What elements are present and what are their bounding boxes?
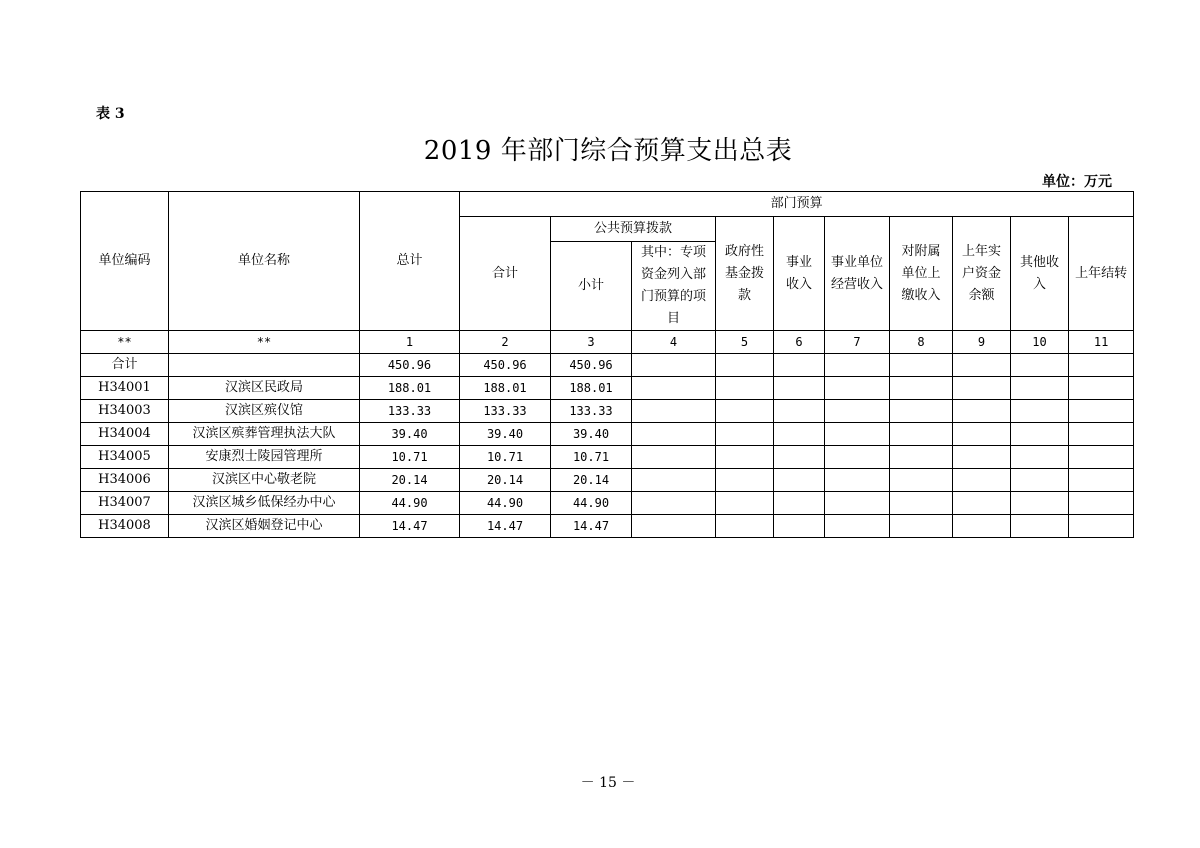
empty-cell (716, 469, 774, 492)
empty-cell (825, 492, 890, 515)
empty-cell (632, 492, 716, 515)
table-row (81, 515, 1134, 538)
header-public-subtotal: 小计 (551, 242, 632, 331)
empty-cell (1011, 423, 1069, 446)
empty-cell (1011, 354, 1069, 377)
empty-cell (890, 492, 953, 515)
header-public-budget: 公共预算拨款 (551, 217, 716, 242)
empty-cell (953, 515, 1011, 538)
cell-unit-code: H34001 (81, 377, 169, 400)
header-subtotal-all: 合计 (460, 217, 551, 331)
cell-unit-name: 安康烈士陵园管理所 (169, 446, 360, 469)
table-label: 表 3 (96, 106, 125, 122)
empty-cell (632, 400, 716, 423)
empty-cell (890, 515, 953, 538)
empty-cell (953, 423, 1011, 446)
empty-cell (825, 515, 890, 538)
empty-cell (890, 400, 953, 423)
cell-subtotal: 133.33 (460, 400, 551, 423)
cell-total: 450.96 (360, 354, 460, 377)
header-carryover: 上年结转 (1069, 217, 1134, 331)
cell-public-subtotal: 10.71 (551, 446, 632, 469)
empty-cell (774, 446, 825, 469)
empty-cell (1069, 354, 1134, 377)
empty-cell (825, 446, 890, 469)
header-dept-budget: 部门预算 (460, 192, 1134, 217)
empty-cell (632, 469, 716, 492)
empty-cell (1011, 377, 1069, 400)
empty-cell (1069, 469, 1134, 492)
table-row (81, 354, 1134, 377)
cell-unit-name: 汉滨区殡仪馆 (169, 400, 360, 423)
empty-cell (825, 400, 890, 423)
cell-subtotal: 20.14 (460, 469, 551, 492)
empty-cell (716, 377, 774, 400)
cell-total: 188.01 (360, 377, 460, 400)
header-affiliated-income: 对附属单位上缴收入 (890, 217, 953, 331)
cell-total: 10.71 (360, 446, 460, 469)
cell-public-subtotal: 20.14 (551, 469, 632, 492)
empty-cell (1011, 446, 1069, 469)
table-body (81, 331, 1134, 538)
empty-cell (825, 377, 890, 400)
cell-unit-code: 合计 (81, 354, 169, 377)
empty-cell (632, 515, 716, 538)
cell-total: 39.40 (360, 423, 460, 446)
header-prior-year-funds: 上年实户资金余额 (953, 217, 1011, 331)
cell-unit-code: H34006 (81, 469, 169, 492)
cell-public-subtotal: 188.01 (551, 377, 632, 400)
empty-cell (953, 400, 1011, 423)
empty-cell (890, 446, 953, 469)
index-cell: 1 (360, 331, 460, 354)
empty-cell (774, 469, 825, 492)
empty-cell (953, 377, 1011, 400)
header-total: 总计 (360, 192, 460, 331)
cell-subtotal: 44.90 (460, 492, 551, 515)
cell-unit-name (169, 354, 360, 377)
index-cell: ** (169, 331, 360, 354)
cell-unit-name: 汉滨区殡葬管理执法大队 (169, 423, 360, 446)
unit-label: 单位：万元 (1042, 174, 1112, 190)
empty-cell (890, 354, 953, 377)
header-unit-code: 单位编码 (81, 192, 169, 331)
cell-public-subtotal: 450.96 (551, 354, 632, 377)
index-row (81, 331, 1134, 354)
empty-cell (825, 469, 890, 492)
cell-unit-name: 汉滨区婚姻登记中心 (169, 515, 360, 538)
page-number: － 15 － (580, 775, 636, 791)
empty-cell (890, 469, 953, 492)
cell-unit-code: H34003 (81, 400, 169, 423)
cell-unit-code: H34005 (81, 446, 169, 469)
index-cell: 2 (460, 331, 551, 354)
empty-cell (632, 423, 716, 446)
index-cell: 3 (551, 331, 632, 354)
table-row (81, 400, 1134, 423)
empty-cell (774, 400, 825, 423)
cell-public-subtotal: 14.47 (551, 515, 632, 538)
empty-cell (1011, 469, 1069, 492)
empty-cell (632, 377, 716, 400)
cell-unit-code: H34007 (81, 492, 169, 515)
table-row (81, 423, 1134, 446)
empty-cell (774, 515, 825, 538)
index-cell: 8 (890, 331, 953, 354)
index-cell: 10 (1011, 331, 1069, 354)
cell-subtotal: 14.47 (460, 515, 551, 538)
empty-cell (825, 423, 890, 446)
table-row (81, 446, 1134, 469)
index-cell: 7 (825, 331, 890, 354)
cell-total: 44.90 (360, 492, 460, 515)
empty-cell (774, 354, 825, 377)
cell-total: 20.14 (360, 469, 460, 492)
empty-cell (890, 377, 953, 400)
empty-cell (632, 354, 716, 377)
cell-public-subtotal: 133.33 (551, 400, 632, 423)
empty-cell (774, 423, 825, 446)
header-special-funds: 其中：专项资金列入部门预算的项目 (632, 242, 716, 331)
index-cell: 9 (953, 331, 1011, 354)
empty-cell (1069, 515, 1134, 538)
empty-cell (1069, 492, 1134, 515)
header-operating-income: 事业单位经营收入 (825, 217, 890, 331)
table-row (81, 492, 1134, 515)
empty-cell (632, 446, 716, 469)
table-row (81, 377, 1134, 400)
cell-subtotal: 450.96 (460, 354, 551, 377)
header-other-income: 其他收入 (1011, 217, 1069, 331)
cell-unit-name: 汉滨区民政局 (169, 377, 360, 400)
index-cell: 6 (774, 331, 825, 354)
header-business-income: 事业收入 (774, 217, 825, 331)
index-cell: ** (81, 331, 169, 354)
empty-cell (716, 400, 774, 423)
empty-cell (1069, 446, 1134, 469)
empty-cell (825, 354, 890, 377)
budget-table (80, 191, 1134, 538)
cell-subtotal: 188.01 (460, 377, 551, 400)
cell-unit-name: 汉滨区城乡低保经办中心 (169, 492, 360, 515)
empty-cell (890, 423, 953, 446)
empty-cell (716, 515, 774, 538)
cell-public-subtotal: 39.40 (551, 423, 632, 446)
cell-subtotal: 39.40 (460, 423, 551, 446)
cell-unit-name: 汉滨区中心敬老院 (169, 469, 360, 492)
empty-cell (1069, 423, 1134, 446)
empty-cell (716, 354, 774, 377)
cell-total: 14.47 (360, 515, 460, 538)
empty-cell (716, 423, 774, 446)
cell-unit-code: H34004 (81, 423, 169, 446)
empty-cell (953, 469, 1011, 492)
empty-cell (953, 492, 1011, 515)
index-cell: 11 (1069, 331, 1134, 354)
empty-cell (1069, 377, 1134, 400)
table-row (81, 469, 1134, 492)
empty-cell (1011, 515, 1069, 538)
empty-cell (716, 446, 774, 469)
cell-subtotal: 10.71 (460, 446, 551, 469)
cell-total: 133.33 (360, 400, 460, 423)
empty-cell (1011, 400, 1069, 423)
index-cell: 5 (716, 331, 774, 354)
page-title: 2019 年部门综合预算支出总表 (423, 136, 793, 166)
empty-cell (774, 377, 825, 400)
empty-cell (774, 492, 825, 515)
header-gov-fund: 政府性基金拨款 (716, 217, 774, 331)
empty-cell (716, 492, 774, 515)
index-cell: 4 (632, 331, 716, 354)
cell-unit-code: H34008 (81, 515, 169, 538)
cell-public-subtotal: 44.90 (551, 492, 632, 515)
empty-cell (953, 446, 1011, 469)
empty-cell (1069, 400, 1134, 423)
empty-cell (953, 354, 1011, 377)
empty-cell (1011, 492, 1069, 515)
header-unit-name: 单位名称 (169, 192, 360, 331)
